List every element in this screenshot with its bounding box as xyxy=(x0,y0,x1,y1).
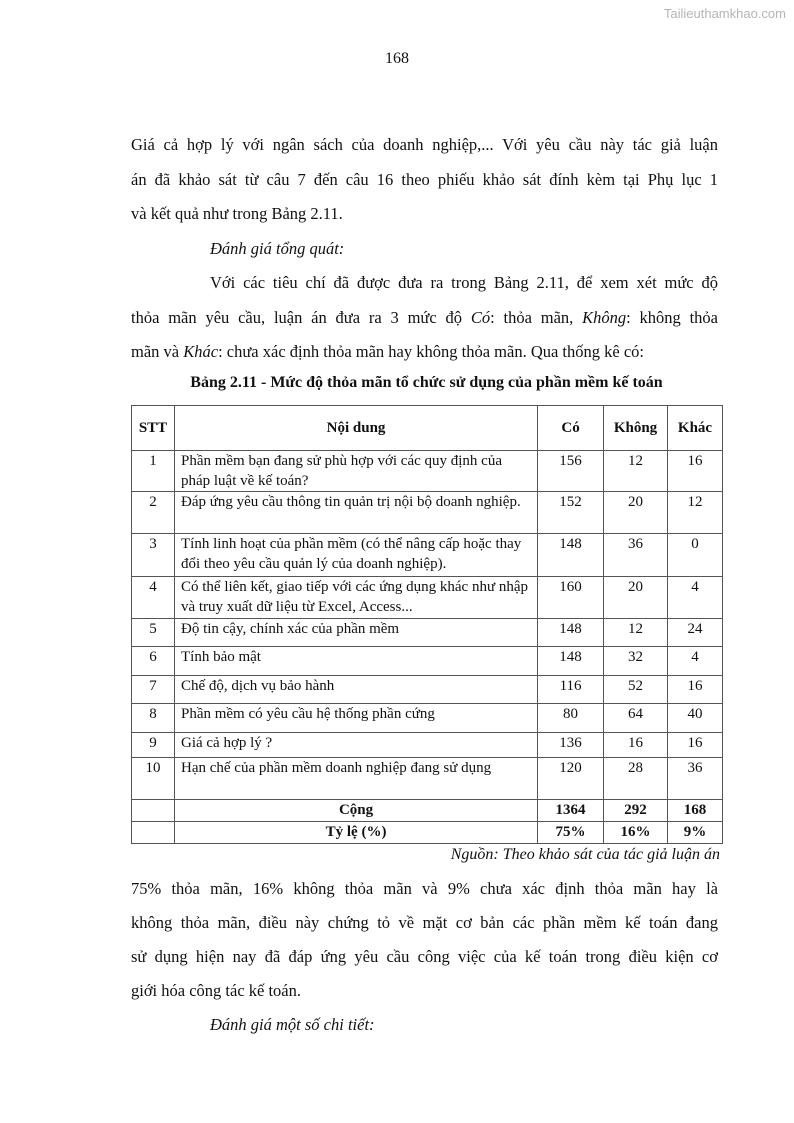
cell-no: 28 xyxy=(604,758,668,800)
cell-content: Hạn chế của phần mềm doanh nghiệp đang sử dụng xyxy=(174,758,537,800)
cell-content: Tính linh hoạt của phần mềm (có thể nâng cấp hoặc thay đổi theo yêu cầu quản lý của doanh nghiệp). xyxy=(174,534,537,577)
total-label: Cộng xyxy=(174,800,537,822)
section-heading: Đánh giá tổng quát: xyxy=(210,239,345,258)
cell-content: Đáp ứng yêu cầu thông tin quản trị nội bộ doanh nghiệp. xyxy=(174,492,537,534)
cell-no: 12 xyxy=(604,451,668,492)
cell-yes: 160 xyxy=(538,577,604,619)
table-row xyxy=(132,676,723,704)
cell-empty xyxy=(132,822,175,844)
text: : chưa xác định thỏa mãn hay không thỏa mãn. Qua thống kê có: xyxy=(218,342,644,361)
cell-other: 4 xyxy=(667,647,722,676)
cell-other: 4 xyxy=(667,577,722,619)
cell-no: 12 xyxy=(604,619,668,647)
text: Có xyxy=(470,308,491,327)
paragraph-line xyxy=(131,308,718,328)
cell-other: 0 xyxy=(667,534,722,577)
paragraph-line: giới hóa công tác kế toán. xyxy=(131,981,302,1000)
page-number: 168 xyxy=(385,50,409,67)
paragraph-line: sử dụng hiện nay đã đáp ứng yêu cầu công việc của kế toán trong điều kiện cơ xyxy=(131,947,718,966)
text: thỏa mãn yêu cầu, luận án đưa ra 3 mức độ xyxy=(131,308,471,327)
cell-stt: 10 xyxy=(132,758,175,800)
cell-yes: 148 xyxy=(538,647,604,676)
cell-no: 16 xyxy=(604,733,668,758)
cell-other: 36 xyxy=(667,758,722,800)
cell-content: Tính bảo mật xyxy=(174,647,537,676)
cell-yes: 80 xyxy=(538,704,604,733)
header-yes: Có xyxy=(538,406,604,451)
table-row xyxy=(132,577,723,619)
table-row xyxy=(132,647,723,676)
cell-stt: 2 xyxy=(132,492,175,534)
ratio-no: 16% xyxy=(604,822,668,844)
paragraph-line: Với các tiêu chí đã được đưa ra trong Bảng 2.11, để xem xét mức độ xyxy=(210,273,718,292)
cell-no: 32 xyxy=(604,647,668,676)
table-row xyxy=(132,758,723,800)
watermark: Tailieuthamkhao.com xyxy=(663,6,786,21)
cell-yes: 156 xyxy=(538,451,604,492)
paragraph-line xyxy=(131,342,718,362)
cell-other: 16 xyxy=(667,733,722,758)
paragraph-line: Giá cả hợp lý với ngân sách của doanh nghiệp,... Với yêu cầu này tác giả luận xyxy=(131,135,718,154)
table-row xyxy=(132,704,723,733)
cell-stt: 6 xyxy=(132,647,175,676)
cell-other: 24 xyxy=(667,619,722,647)
ratio-row xyxy=(132,822,723,844)
cell-no: 36 xyxy=(604,534,668,577)
survey-table xyxy=(131,405,723,844)
cell-content: Độ tin cậy, chính xác của phần mềm xyxy=(174,619,537,647)
cell-yes: 120 xyxy=(538,758,604,800)
text: mãn và xyxy=(131,342,184,361)
paragraph-line: án đã khảo sát từ câu 7 đến câu 16 theo phiếu khảo sát đính kèm tại Phụ lục 1 xyxy=(131,170,718,189)
ratio-label: Tỷ lệ (%) xyxy=(174,822,537,844)
ratio-other: 9% xyxy=(667,822,722,844)
table-row xyxy=(132,451,723,492)
table-row xyxy=(132,534,723,577)
cell-stt: 3 xyxy=(132,534,175,577)
total-row xyxy=(132,800,723,822)
table-row xyxy=(132,619,723,647)
header-content: Nội dung xyxy=(174,406,537,451)
cell-no: 64 xyxy=(604,704,668,733)
text: Không xyxy=(582,308,627,327)
cell-yes: 116 xyxy=(538,676,604,704)
table-source: Nguồn: Theo khảo sát của tác giả luận án xyxy=(450,846,720,863)
cell-yes: 152 xyxy=(538,492,604,534)
cell-other: 16 xyxy=(667,451,722,492)
text: Khác xyxy=(183,342,219,361)
cell-yes: 148 xyxy=(538,619,604,647)
table-header-row xyxy=(132,406,723,451)
cell-stt: 8 xyxy=(132,704,175,733)
paragraph-line: 75% thỏa mãn, 16% không thỏa mãn và 9% chưa xác định thỏa mãn hay là xyxy=(131,879,718,898)
header-no: Không xyxy=(604,406,668,451)
total-other: 168 xyxy=(667,800,722,822)
paragraph-line: không thỏa mãn, điều này chứng tỏ về mặt cơ bản các phần mềm kế toán đang xyxy=(131,913,718,932)
total-no: 292 xyxy=(604,800,668,822)
text: : không thỏa xyxy=(626,308,718,327)
cell-stt: 7 xyxy=(132,676,175,704)
cell-content: Có thể liên kết, giao tiếp với các ứng dụng khác như nhập và truy xuất dữ liệu từ Excel, Access... xyxy=(174,577,537,619)
header-other: Khác xyxy=(667,406,722,451)
cell-content: Phần mềm bạn đang sử phù hợp với các quy định của pháp luật về kế toán? xyxy=(174,451,537,492)
cell-stt: 1 xyxy=(132,451,175,492)
cell-no: 20 xyxy=(604,492,668,534)
cell-stt: 4 xyxy=(132,577,175,619)
section-heading: Đánh giá một số chi tiết: xyxy=(210,1015,375,1034)
cell-other: 16 xyxy=(667,676,722,704)
cell-stt: 9 xyxy=(132,733,175,758)
cell-other: 12 xyxy=(667,492,722,534)
cell-content: Phần mềm có yêu cầu hệ thống phần cứng xyxy=(174,704,537,733)
ratio-yes: 75% xyxy=(538,822,604,844)
text: : thỏa mãn, xyxy=(490,308,583,327)
cell-other: 40 xyxy=(667,704,722,733)
table-row xyxy=(132,492,723,534)
table-caption: Bảng 2.11 - Mức độ thỏa mãn tổ chức sử dụng của phần mềm kế toán xyxy=(190,374,663,391)
cell-no: 52 xyxy=(604,676,668,704)
cell-content: Chế độ, dịch vụ bảo hành xyxy=(174,676,537,704)
cell-empty xyxy=(132,800,175,822)
cell-content: Giá cả hợp lý ? xyxy=(174,733,537,758)
cell-stt: 5 xyxy=(132,619,175,647)
header-stt: STT xyxy=(132,406,175,451)
paragraph-line: và kết quả như trong Bảng 2.11. xyxy=(131,204,343,223)
cell-no: 20 xyxy=(604,577,668,619)
cell-yes: 136 xyxy=(538,733,604,758)
cell-yes: 148 xyxy=(538,534,604,577)
table-row xyxy=(132,733,723,758)
total-yes: 1364 xyxy=(538,800,604,822)
